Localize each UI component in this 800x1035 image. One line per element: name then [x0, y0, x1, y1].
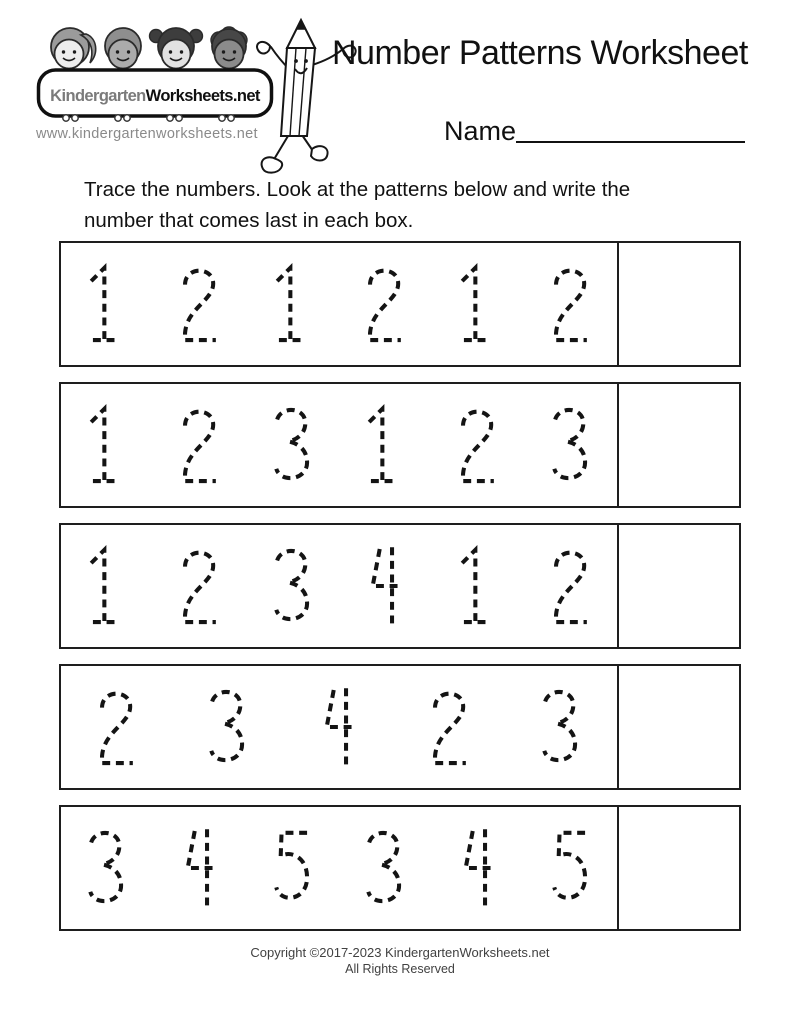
trace-digit-4 [357, 542, 413, 630]
trace-digit-2 [543, 542, 599, 630]
trace-digit-3 [79, 824, 135, 912]
kid-girl-gray [51, 28, 96, 69]
answer-box-2[interactable] [617, 384, 739, 506]
trace-area-5 [61, 807, 617, 929]
answer-box-3[interactable] [617, 525, 739, 647]
trace-digit-4 [450, 824, 506, 912]
trace-digit-5 [543, 824, 599, 912]
trace-area-4 [61, 666, 617, 788]
trace-area-3 [61, 525, 617, 647]
kid-boy-curly [211, 27, 247, 69]
kids-logo-icon [36, 14, 274, 124]
page-title: Number Patterns Worksheet [332, 34, 748, 72]
trace-digit-2 [422, 683, 478, 771]
worksheet-row-5 [59, 805, 741, 931]
site-url: www.kindergartenworksheets.net [36, 126, 258, 142]
answer-box-5[interactable] [617, 807, 739, 929]
worksheet-row-4 [59, 664, 741, 790]
trace-digit-4 [172, 824, 228, 912]
worksheet-row-1 [59, 241, 741, 367]
trace-digit-3 [200, 683, 256, 771]
trace-digit-2 [172, 542, 228, 630]
worksheet-rows [59, 241, 741, 946]
trace-digit-3 [533, 683, 589, 771]
trace-area-1 [61, 243, 617, 365]
trace-digit-3 [265, 401, 321, 489]
trace-area-2 [61, 384, 617, 506]
trace-digit-1 [79, 542, 135, 630]
worksheet-row-2 [59, 382, 741, 508]
name-field-row [444, 116, 745, 147]
trace-digit-3 [265, 542, 321, 630]
trace-digit-5 [265, 824, 321, 912]
instructions-line-2: number that comes last in each box. [84, 209, 414, 232]
instructions-line-1: Trace the numbers. Look at the patterns below and write the [84, 178, 631, 201]
trace-digit-2 [450, 401, 506, 489]
trace-digit-2 [172, 401, 228, 489]
answer-box-4[interactable] [617, 666, 739, 788]
trace-digit-3 [543, 401, 599, 489]
name-write-line[interactable] [516, 140, 745, 143]
name-label: Name [444, 116, 517, 146]
trace-digit-1 [265, 260, 321, 348]
trace-digit-1 [357, 401, 413, 489]
trace-digit-1 [79, 401, 135, 489]
trace-digit-2 [172, 260, 228, 348]
trace-digit-1 [450, 260, 506, 348]
trace-digit-2 [89, 683, 145, 771]
answer-box-1[interactable] [617, 243, 739, 365]
copyright-text: Copyright ©2017-2023 KindergartenWorksheets.net [250, 945, 550, 960]
footer [0, 944, 800, 978]
trace-digit-3 [357, 824, 413, 912]
trace-digit-2 [357, 260, 413, 348]
site-logo [36, 14, 274, 142]
trace-digit-2 [543, 260, 599, 348]
kid-girl-pigtails [150, 28, 203, 69]
worksheet-row-3 [59, 523, 741, 649]
logo-banner-text: KindergartenWorksheets.net [50, 87, 260, 105]
kid-boy-gray [105, 28, 141, 69]
trace-digit-4 [311, 683, 367, 771]
instructions [84, 174, 630, 236]
trace-digit-1 [450, 542, 506, 630]
trace-digit-1 [79, 260, 135, 348]
rights-text: All Rights Reserved [345, 962, 455, 976]
